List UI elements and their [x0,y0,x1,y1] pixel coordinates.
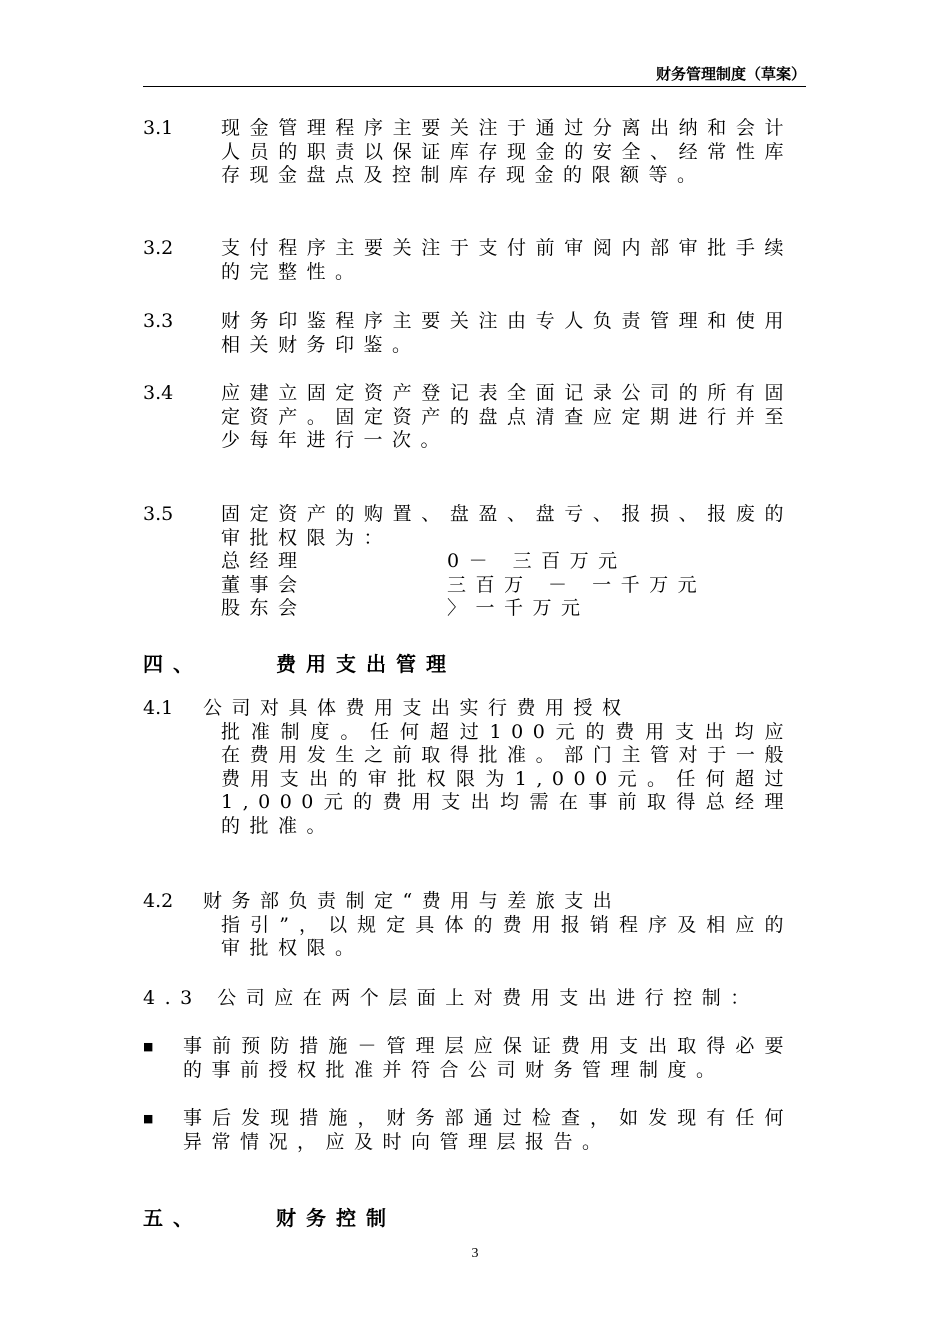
clause-3-3 [143,310,793,357]
clause-4-3 [143,987,793,1011]
clause-number: 3.4 [143,382,174,404]
clause-first-line: 财务部负责制定“费用与差旅支出 [203,890,622,912]
section-title: 财务控制 [276,1206,396,1230]
clause-text: 批准制度。任何超过100元的费用支出均应在费用发生之前取得批准。部门主管对于一般费用支出的审批权限为1,000元。任何超过1,000元的费用支出均需在事前取得总经理的批准。 [221,720,793,837]
section-heading-5 [143,1202,396,1231]
section-heading-4 [143,648,456,677]
clause-4-2 [143,890,793,961]
clause-text: 支付程序主要关注于支付前审阅内部审批手续的完整性。 [221,237,793,283]
clause-number: 4.1 [143,697,174,719]
bullet-text: 事前预防措施－管理层应保证费用支出取得必要的事前授权批准并符合公司财务管理制度。 [183,1035,793,1081]
clause-3-4 [143,382,793,453]
clause-text: 现金管理程序主要关注于通过分离出纳和会计人员的职责以保证库存现金的安全、经常性库存现金盘点及控制库存现金的限额等。 [221,117,793,186]
authority-limit: 三百万 － 一千万元 [447,573,707,596]
clause-number: 3.1 [143,117,174,139]
clause-number: 3.3 [143,310,174,332]
authority-limit: 0－ 三百万元 [447,550,627,572]
bullet-square-icon: ■ [143,1112,154,1125]
clause-4-1 [143,697,793,838]
clause-text: 4.3 公司应在两个层面上对费用支出进行控制： [143,987,759,1009]
authority-role: 董事会 [221,573,307,596]
bullet-text: 事后发现措施，财务部通过检查，如发现有任何异常情况，应及时向管理层报告。 [183,1107,793,1153]
clause-text: 固定资产的购置、盘盈、盘亏、报损、报废的审批权限为： [221,503,793,549]
clause-number: 3.5 [143,503,174,525]
bullet-item [143,1107,793,1154]
clause-text: 指引”，以规定具体的费用报销程序及相应的审批权限。 [221,913,793,959]
page-number: 3 [471,1246,479,1261]
clause-3-2 [143,237,793,284]
authority-row [221,597,793,621]
authority-row [221,550,793,574]
clause-text: 应建立固定资产登记表全面记录公司的所有固定资产。固定资产的盘点清查应定期进行并至少每年进行一次。 [221,382,793,451]
section-title: 费用支出管理 [276,652,456,676]
section-number: 五、 [143,1206,203,1230]
section-number: 四、 [143,652,203,676]
authority-role: 总经理 [221,550,307,572]
authority-limit: 〉一千万元 [447,597,590,619]
clause-3-1 [143,117,793,188]
clause-3-5 [143,503,793,621]
bullet-square-icon: ■ [143,1040,154,1053]
clause-number: 4.2 [143,890,174,912]
clause-number: 3.2 [143,237,174,259]
authority-role: 股东会 [221,597,307,619]
clause-first-line: 公司对具体费用支出实行费用授权 [203,697,631,719]
clause-text: 财务印鉴程序主要关注由专人负责管理和使用相关财务印鉴。 [221,310,793,356]
running-header: 财务管理制度（草案） [143,64,806,87]
authority-row [221,574,793,598]
bullet-item [143,1035,793,1082]
